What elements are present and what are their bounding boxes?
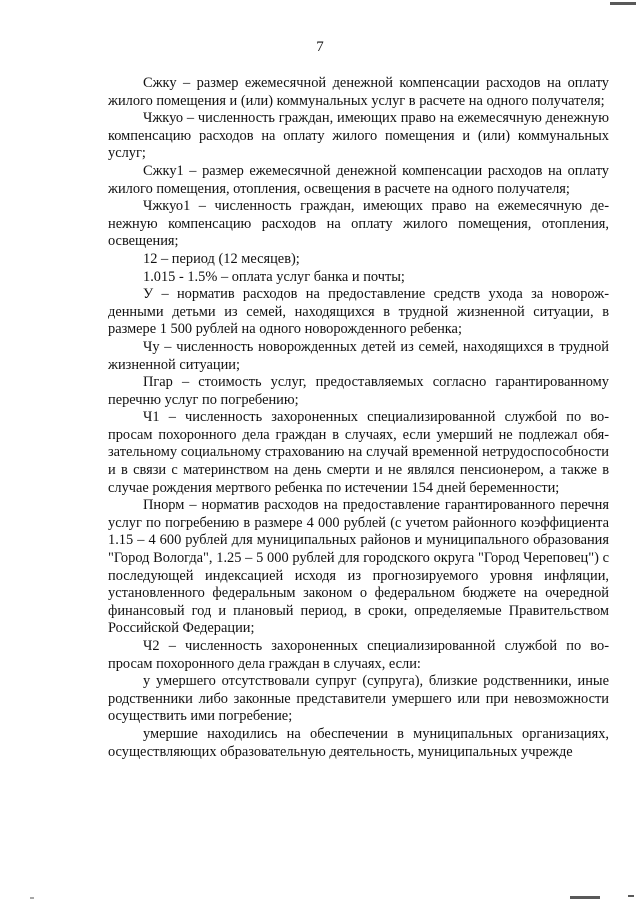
paragraph-szhku: Сжку – размер ежемесячной денежной компенсации расходов на оплату жилого помещения и (или) коммунальных услуг в расчете на одного получателя; — [108, 75, 609, 109]
paragraph-ch2: Ч2 – численность захороненных специализированной службой по вопросам похоронного дела граждан в случаях, если: — [108, 638, 609, 672]
scan-artifact — [610, 2, 636, 5]
paragraph-ch2-case-2: умершие находились на обеспечении в муниципальных организациях, осуществляющих образовательную деятельность, муниципальных учрежде — [108, 725, 609, 760]
scan-artifact — [30, 897, 34, 899]
paragraph-ch1: Ч1 – численность захороненных специализированной службой по вопросам похоронного дела граждан в случаях, если умерший не подлежал обязательному социальному страхованию на случай временной нетрудоспособности и в связи с материнством на день смерти и не являлся пенсионером, а также в случае рождения мертвого ребенка по истечении 154 дней беременности; — [108, 409, 609, 496]
document-body — [108, 75, 609, 761]
scan-artifact — [570, 896, 600, 899]
paragraph-ch2-case-1: у умершего отсутствовали супруг (супруга), близкие родственники, иные родственники либо законные представители умершего или при невозможности осуществить ими погребение; — [108, 673, 609, 725]
paragraph-chu: Чу – численность новорожденных детей из семей, находящихся в трудной жизненной ситуации; — [108, 338, 609, 373]
scan-artifact — [628, 895, 634, 897]
paragraph-chzhkuo: Чжкуо – численность граждан, имеющих право на ежемесячную денежную компенсацию расходов на оплату жилого помещения и (или) коммунальных услуг; — [108, 110, 609, 162]
paragraph-pnorm: Пнорм – норматив расходов на предоставление гарантированного перечня услуг по погребению в размере 4 000 рублей (с учетом районного коэффициента 1.15 – 4 600 рублей для муниципальных районов и муниципального образования "Город Вологда", 1.25 – 5 000 рублей для городского округа "Город Череповец") с последующей индексацией исходя из прогнозируемого уровня инфляции, установленного федеральным законом о федеральном бюджете на очередной финансовый год и плановый период, в сроки, определяемые Правительством Российской Федерации; — [108, 497, 609, 637]
paragraph-period: 12 – период (12 месяцев); — [143, 250, 300, 267]
paragraph-szhku1: Сжку1 – размер ежемесячной денежной компенсации расходов на оплату жилого помещения, отопления, освещения в расчете на одного получателя; — [108, 162, 609, 197]
paragraph-chzhkuo1: Чжкуо1 – численность граждан, имеющих право на ежемесячную денежную компенсацию расходов на оплату жилого помещения, отопления, освещения; — [108, 198, 609, 250]
paragraph-u: У – норматив расходов на предоставление средств ухода за новорожденными детьми из семей, находящихся в трудной жизненной ситуации, в размере 1 500 рублей на одного новорожденного ребенка; — [108, 286, 609, 338]
paragraph-bank-fee: 1.015 - 1.5% – оплата услуг банка и почты; — [143, 268, 405, 285]
paragraph-pgar: Пгар – стоимость услуг, предоставляемых согласно гарантированному перечню услуг по погребению; — [108, 374, 609, 408]
page-number: 7 — [316, 39, 324, 55]
